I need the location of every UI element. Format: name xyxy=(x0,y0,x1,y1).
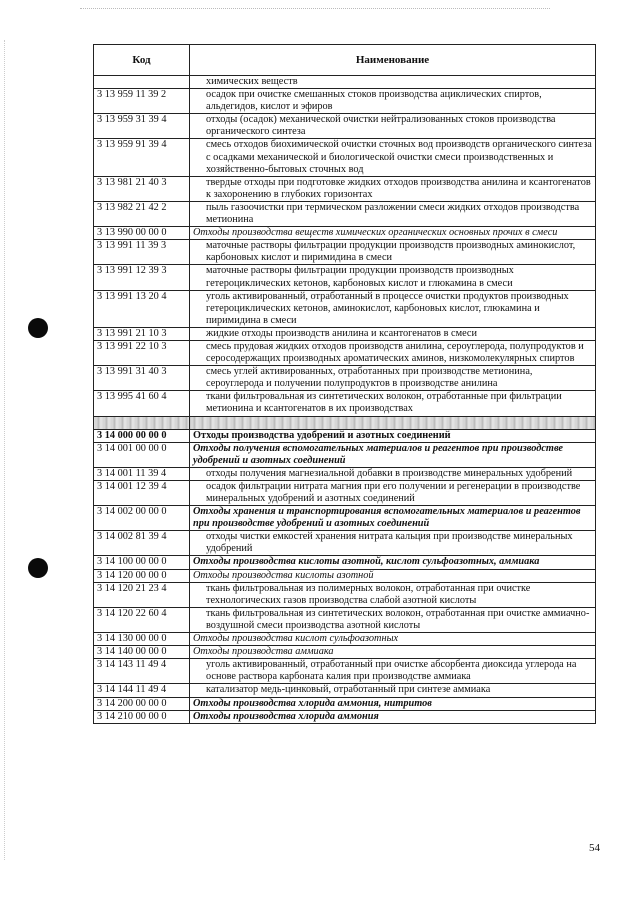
waste-code-cell: 3 13 959 91 39 4 xyxy=(94,139,190,176)
table-row xyxy=(94,76,596,89)
waste-name-cell: твердые отходы при подготовке жидких отходов производства анилина и ксантогенатов к захоронению в глубоких горизонтах xyxy=(190,176,596,201)
table-row xyxy=(94,633,596,646)
waste-code-cell: 3 13 959 11 39 2 xyxy=(94,89,190,114)
table-row xyxy=(94,201,596,226)
waste-name-cell: отходы получения магнезиальной добавки в производстве минеральных удобрений xyxy=(190,467,596,480)
table-row xyxy=(94,607,596,632)
table-row xyxy=(94,659,596,684)
waste-code-cell: 3 14 001 11 39 4 xyxy=(94,467,190,480)
page-number: 54 xyxy=(589,842,600,854)
waste-name-cell xyxy=(190,416,596,429)
waste-code-cell: 3 13 991 31 40 3 xyxy=(94,366,190,391)
waste-code-cell: 3 14 120 21 23 4 xyxy=(94,582,190,607)
table-row xyxy=(94,327,596,340)
waste-code-cell: 3 14 001 12 39 4 xyxy=(94,480,190,505)
waste-name-cell: Отходы производства хлорида аммония xyxy=(190,710,596,723)
waste-name-cell: Отходы производства аммиака xyxy=(190,646,596,659)
waste-name-cell: Отходы производства кислоты азотной, кислот сульфоазотных, аммиака xyxy=(190,556,596,569)
waste-name-cell: Отходы производства веществ химических органических основных прочих в смеси xyxy=(190,227,596,240)
waste-name-cell: отходы (осадок) механической очистки нейтрализованных стоков производства органического синтеза xyxy=(190,114,596,139)
table-row xyxy=(94,340,596,365)
table-row xyxy=(94,684,596,697)
waste-name-cell: ткани фильтровальная из синтетических волокон, отработанные при фильтрации метионина и ксантогенатов в их производствах xyxy=(190,391,596,416)
table-row xyxy=(94,391,596,416)
waste-code-cell: 3 14 144 11 49 4 xyxy=(94,684,190,697)
table-row xyxy=(94,240,596,265)
waste-code-cell: 3 13 995 41 60 4 xyxy=(94,391,190,416)
table-row xyxy=(94,429,596,442)
waste-code-cell: 3 14 001 00 00 0 xyxy=(94,442,190,467)
waste-classifier-table xyxy=(93,44,596,724)
waste-code-cell: 3 14 002 81 39 4 xyxy=(94,531,190,556)
waste-name-cell: ткань фильтровальная из полимерных волокон, отработанная при очистке технологических газов производства слабой азотной кислоты xyxy=(190,582,596,607)
punch-hole-upper xyxy=(28,318,48,338)
name-column-header: Наименование xyxy=(190,45,596,76)
waste-name-cell: маточные растворы фильтрации продукции производств производных гетероциклических кетонов, карбоновых кислот и глюкамина в смеси xyxy=(190,265,596,290)
waste-code-cell: 3 13 991 21 10 3 xyxy=(94,327,190,340)
waste-code-cell: 3 13 981 21 40 3 xyxy=(94,176,190,201)
waste-code-cell: 3 13 991 11 39 3 xyxy=(94,240,190,265)
table-row xyxy=(94,646,596,659)
top-scan-rule xyxy=(80,8,550,9)
waste-code-cell: 3 14 120 22 60 4 xyxy=(94,607,190,632)
left-scan-edge xyxy=(4,40,5,860)
table-row xyxy=(94,531,596,556)
waste-name-cell: пыль газоочистки при термическом разложении смеси жидких отходов производства метионина xyxy=(190,201,596,226)
table-row xyxy=(94,366,596,391)
waste-name-cell: уголь активированный, отработанный при очистке абсорбента диоксида углерода на основе раствора карбоната калия при производстве аммиака xyxy=(190,659,596,684)
waste-code-cell: 3 14 100 00 00 0 xyxy=(94,556,190,569)
waste-name-cell: жидкие отходы производств анилина и ксантогенатов в смеси xyxy=(190,327,596,340)
table-row xyxy=(94,89,596,114)
code-column-header: Код xyxy=(94,45,190,76)
table-row xyxy=(94,480,596,505)
waste-name-cell: Отходы хранения и транспортирования вспомогательных материалов и реагентов при производстве удобрений и азотных соединений xyxy=(190,506,596,531)
waste-name-cell: уголь активированный, отработанный в процессе очистки продуктов производных гетероциклических кетонов, аминокислот, карбоновых кислот, глюкамина и пиримидина в смеси xyxy=(190,290,596,327)
waste-code-cell: 3 13 991 22 10 3 xyxy=(94,340,190,365)
waste-code-cell: 3 14 140 00 00 0 xyxy=(94,646,190,659)
waste-code-cell: 3 13 959 31 39 4 xyxy=(94,114,190,139)
waste-code-cell: 3 14 120 00 00 0 xyxy=(94,569,190,582)
waste-code-cell: 3 13 991 12 39 3 xyxy=(94,265,190,290)
waste-name-cell: отходы чистки емкостей хранения нитрата кальция при производстве минеральных удобрений xyxy=(190,531,596,556)
waste-code-cell: 3 13 990 00 00 0 xyxy=(94,227,190,240)
table-row xyxy=(94,442,596,467)
punch-hole-lower xyxy=(28,558,48,578)
table-row xyxy=(94,265,596,290)
waste-code-cell: 3 14 210 00 00 0 xyxy=(94,710,190,723)
section-separator-row xyxy=(94,416,596,429)
waste-name-cell: смесь углей активированных, отработанных при производстве метионина, сероуглерода и получении полупродуктов в производстве анилина xyxy=(190,366,596,391)
table-row xyxy=(94,227,596,240)
waste-name-cell: Отходы производства удобрений и азотных соединений xyxy=(190,429,596,442)
table-header-row xyxy=(94,45,596,76)
waste-code-cell: 3 14 000 00 00 0 xyxy=(94,429,190,442)
table-row xyxy=(94,710,596,723)
waste-code-cell: 3 14 143 11 49 4 xyxy=(94,659,190,684)
waste-name-cell: Отходы производства кислоты азотной xyxy=(190,569,596,582)
waste-name-cell: химических веществ xyxy=(190,76,596,89)
waste-name-cell: катализатор медь-цинковый, отработанный при синтезе аммиака xyxy=(190,684,596,697)
waste-name-cell: смесь отходов биохимической очистки сточных вод производств органического синтеза с осадками механической и биологической очистки смеси производственных и хозяйственно-бытовых сточных вод xyxy=(190,139,596,176)
waste-code-cell: 3 14 002 00 00 0 xyxy=(94,506,190,531)
waste-name-cell: маточные растворы фильтрации продукции производств производных аминокислот, карбоновых кислот и пиримидина в смеси xyxy=(190,240,596,265)
waste-name-cell: осадок фильтрации нитрата магния при его получении и регенерации в производстве минеральных удобрений и азотных соединений xyxy=(190,480,596,505)
waste-code-cell: 3 13 991 13 20 4 xyxy=(94,290,190,327)
table-row xyxy=(94,176,596,201)
waste-code-cell: 3 14 130 00 00 0 xyxy=(94,633,190,646)
waste-name-cell: ткань фильтровальная из синтетических волокон, отработанная при очистке аммиачно-воздушной смеси производства азотной кислоты xyxy=(190,607,596,632)
table-row xyxy=(94,114,596,139)
waste-name-cell: Отходы получения вспомогательных материалов и реагентов при производстве удобрений и азотных соединений xyxy=(190,442,596,467)
table-row xyxy=(94,467,596,480)
waste-name-cell: Отходы производства хлорида аммония, нитритов xyxy=(190,697,596,710)
table-row xyxy=(94,569,596,582)
table-row xyxy=(94,582,596,607)
table-row xyxy=(94,556,596,569)
table-row xyxy=(94,139,596,176)
waste-code-cell: 3 13 982 21 42 2 xyxy=(94,201,190,226)
waste-name-cell: Отходы производства кислот сульфоазотных xyxy=(190,633,596,646)
table-row xyxy=(94,697,596,710)
waste-code-cell: 3 14 200 00 00 0 xyxy=(94,697,190,710)
waste-code-cell xyxy=(94,76,190,89)
waste-code-cell xyxy=(94,416,190,429)
table-row xyxy=(94,506,596,531)
table-row xyxy=(94,290,596,327)
table-body xyxy=(94,76,596,724)
waste-name-cell: осадок при очистке смешанных стоков производства ациклических спиртов, альдегидов, кислот и эфиров xyxy=(190,89,596,114)
waste-name-cell: смесь прудовая жидких отходов производств анилина, сероуглерода, полупродуктов и серосодержащих производных ароматических аминов, низкомолекулярных спиртов xyxy=(190,340,596,365)
